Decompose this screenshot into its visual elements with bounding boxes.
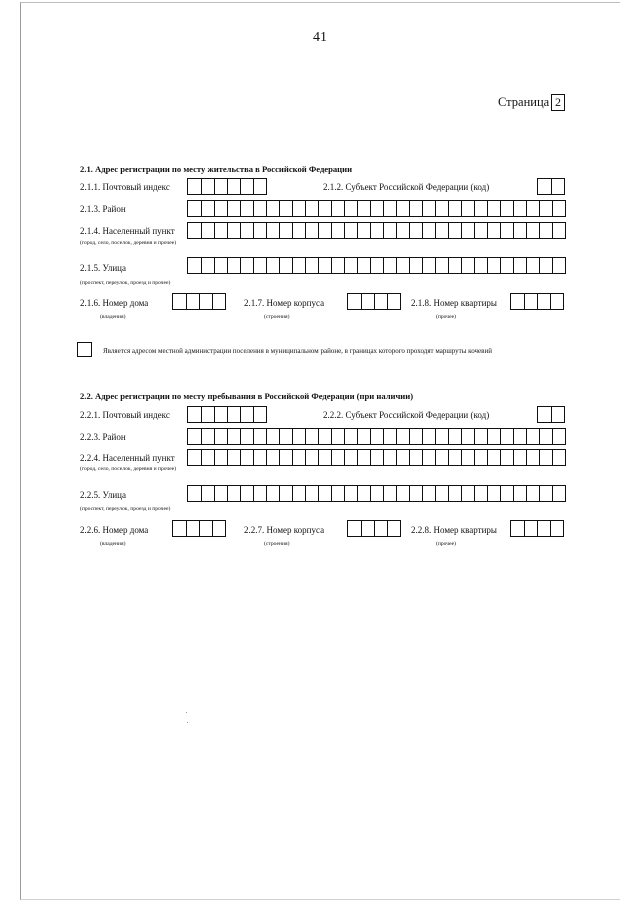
s1-subject-cells[interactable] [537, 178, 565, 195]
s1-house-label: 2.1.6. Номер дома [80, 298, 149, 308]
char-cell[interactable] [293, 449, 306, 466]
char-cell[interactable] [215, 257, 228, 274]
char-cell[interactable] [202, 449, 215, 466]
char-cell[interactable] [362, 293, 375, 310]
char-cell[interactable] [462, 485, 475, 502]
char-cell[interactable] [319, 428, 332, 445]
s2-street-label: 2.2.5. Улица [80, 490, 126, 500]
char-cell[interactable] [347, 520, 362, 537]
char-cell[interactable] [397, 200, 410, 217]
s2-district-label: 2.2.3. Район [80, 432, 126, 442]
s1-building-note: (строения) [264, 314, 290, 320]
char-cell[interactable] [187, 222, 202, 239]
char-cell[interactable] [213, 293, 226, 310]
s1-locality-cells[interactable] [187, 222, 566, 239]
char-cell[interactable] [375, 520, 388, 537]
char-cell[interactable] [280, 449, 293, 466]
char-cell[interactable] [449, 200, 462, 217]
char-cell[interactable] [241, 449, 254, 466]
char-cell[interactable] [319, 200, 332, 217]
scan-speck [186, 712, 187, 713]
char-cell[interactable] [371, 200, 384, 217]
char-cell[interactable] [228, 178, 241, 195]
char-cell[interactable] [215, 406, 228, 423]
char-cell[interactable] [254, 178, 267, 195]
char-cell[interactable] [202, 200, 215, 217]
char-cell[interactable] [436, 200, 449, 217]
s2-locality-label: 2.2.4. Населенный пункт [80, 453, 175, 463]
char-cell[interactable] [267, 485, 280, 502]
char-cell[interactable] [514, 200, 527, 217]
char-cell[interactable] [527, 428, 540, 445]
char-cell[interactable] [510, 293, 525, 310]
char-cell[interactable] [267, 449, 280, 466]
s2-subject-label: 2.2.2. Субъект Российской Федерации (код) [323, 410, 490, 420]
char-cell[interactable] [436, 222, 449, 239]
char-cell[interactable] [371, 428, 384, 445]
char-cell[interactable] [371, 449, 384, 466]
s1-building-label: 2.1.7. Номер корпуса [244, 298, 325, 308]
char-cell[interactable] [202, 485, 215, 502]
char-cell[interactable] [254, 449, 267, 466]
char-cell[interactable] [488, 485, 501, 502]
s2-apartment-label: 2.2.8. Номер квартиры [411, 525, 497, 535]
char-cell[interactable] [552, 406, 565, 423]
char-cell[interactable] [215, 449, 228, 466]
char-cell[interactable] [267, 222, 280, 239]
char-cell[interactable] [187, 293, 200, 310]
s2-district-cells[interactable] [187, 428, 566, 445]
char-cell[interactable] [358, 257, 371, 274]
char-cell[interactable] [241, 200, 254, 217]
char-cell[interactable] [241, 178, 254, 195]
s2-building-cells[interactable] [347, 520, 401, 537]
char-cell[interactable] [514, 485, 527, 502]
char-cell[interactable] [384, 257, 397, 274]
scan-speck [187, 722, 188, 723]
char-cell[interactable] [397, 428, 410, 445]
char-cell[interactable] [280, 200, 293, 217]
char-cell[interactable] [306, 222, 319, 239]
char-cell[interactable] [397, 485, 410, 502]
s2-street-cells[interactable] [187, 485, 566, 502]
char-cell[interactable] [553, 222, 566, 239]
char-cell[interactable] [436, 428, 449, 445]
char-cell[interactable] [384, 449, 397, 466]
s1-district-cells[interactable] [187, 200, 566, 217]
char-cell[interactable] [410, 485, 423, 502]
char-cell[interactable] [187, 178, 202, 195]
char-cell[interactable] [254, 428, 267, 445]
char-cell[interactable] [241, 428, 254, 445]
page-number: 41 [313, 30, 327, 45]
s1-street-note: (проспект, переулок, проезд и прочее) [80, 280, 171, 286]
char-cell[interactable] [375, 293, 388, 310]
char-cell[interactable] [345, 485, 358, 502]
char-cell[interactable] [449, 257, 462, 274]
char-cell[interactable] [514, 449, 527, 466]
char-cell[interactable] [345, 257, 358, 274]
section-2-1-title: 2.1. Адрес регистрации по месту жительства в Российской Федерации [80, 164, 353, 174]
char-cell[interactable] [410, 449, 423, 466]
char-cell[interactable] [358, 428, 371, 445]
char-cell[interactable] [501, 222, 514, 239]
s2-house-label: 2.2.6. Номер дома [80, 525, 149, 535]
char-cell[interactable] [215, 428, 228, 445]
char-cell[interactable] [306, 200, 319, 217]
char-cell[interactable] [462, 428, 475, 445]
char-cell[interactable] [449, 428, 462, 445]
char-cell[interactable] [187, 200, 202, 217]
nomad-route-checkbox-text: Является адресом местной администрации поселения в муниципальном районе, в границах которого проходят маршруты кочевий [103, 347, 492, 355]
char-cell[interactable] [280, 257, 293, 274]
char-cell[interactable] [501, 449, 514, 466]
section-2-2-title: 2.2. Адрес регистрации по месту пребывания в Российской Федерации (при наличии) [80, 391, 414, 401]
char-cell[interactable] [200, 520, 213, 537]
char-cell[interactable] [553, 449, 566, 466]
char-cell[interactable] [525, 520, 538, 537]
char-cell[interactable] [293, 200, 306, 217]
char-cell[interactable] [228, 200, 241, 217]
s2-locality-cells[interactable] [187, 449, 566, 466]
char-cell[interactable] [345, 200, 358, 217]
char-cell[interactable] [215, 200, 228, 217]
char-cell[interactable] [254, 200, 267, 217]
char-cell[interactable] [202, 428, 215, 445]
char-cell[interactable] [540, 485, 553, 502]
char-cell[interactable] [552, 178, 565, 195]
char-cell[interactable] [280, 222, 293, 239]
char-cell[interactable] [553, 485, 566, 502]
char-cell[interactable] [267, 200, 280, 217]
char-cell[interactable] [306, 257, 319, 274]
char-cell[interactable] [388, 293, 401, 310]
char-cell[interactable] [462, 222, 475, 239]
char-cell[interactable] [551, 520, 564, 537]
char-cell[interactable] [215, 178, 228, 195]
char-cell[interactable] [293, 428, 306, 445]
char-cell[interactable] [537, 406, 552, 423]
char-cell[interactable] [501, 257, 514, 274]
char-cell[interactable] [228, 257, 241, 274]
char-cell[interactable] [462, 200, 475, 217]
char-cell[interactable] [358, 200, 371, 217]
char-cell[interactable] [371, 222, 384, 239]
char-cell[interactable] [553, 200, 566, 217]
s1-street-cells[interactable] [187, 257, 566, 274]
char-cell[interactable] [527, 222, 540, 239]
s2-house-note: (владения) [100, 541, 126, 547]
char-cell[interactable] [436, 449, 449, 466]
char-cell[interactable] [397, 222, 410, 239]
s2-street-note: (проспект, переулок, проезд и прочее) [80, 506, 171, 512]
char-cell[interactable] [202, 178, 215, 195]
char-cell[interactable] [475, 449, 488, 466]
char-cell[interactable] [187, 428, 202, 445]
char-cell[interactable] [423, 222, 436, 239]
char-cell[interactable] [228, 222, 241, 239]
char-cell[interactable] [371, 485, 384, 502]
s1-building-cells[interactable] [347, 293, 401, 310]
char-cell[interactable] [540, 449, 553, 466]
char-cell[interactable] [332, 200, 345, 217]
char-cell[interactable] [423, 200, 436, 217]
s2-house-cells[interactable] [172, 520, 226, 537]
char-cell[interactable] [501, 200, 514, 217]
char-cell[interactable] [358, 449, 371, 466]
s1-subject-label: 2.1.2. Субъект Российской Федерации (код) [323, 182, 490, 192]
char-cell[interactable] [462, 257, 475, 274]
char-cell[interactable] [267, 257, 280, 274]
char-cell[interactable] [319, 257, 332, 274]
char-cell[interactable] [384, 222, 397, 239]
sheet-number-box: 2 [551, 94, 565, 111]
char-cell[interactable] [384, 485, 397, 502]
char-cell[interactable] [332, 222, 345, 239]
char-cell[interactable] [241, 406, 254, 423]
char-cell[interactable] [228, 428, 241, 445]
char-cell[interactable] [488, 200, 501, 217]
char-cell[interactable] [488, 449, 501, 466]
char-cell[interactable] [254, 222, 267, 239]
char-cell[interactable] [319, 449, 332, 466]
char-cell[interactable] [475, 200, 488, 217]
char-cell[interactable] [347, 293, 362, 310]
char-cell[interactable] [436, 257, 449, 274]
char-cell[interactable] [527, 257, 540, 274]
char-cell[interactable] [527, 449, 540, 466]
char-cell[interactable] [362, 520, 375, 537]
s1-district-label: 2.1.3. Район [80, 204, 126, 214]
s1-street-label: 2.1.5. Улица [80, 263, 126, 273]
s2-postal-cells[interactable] [187, 406, 267, 423]
char-cell[interactable] [410, 222, 423, 239]
char-cell[interactable] [345, 222, 358, 239]
s2-subject-cells[interactable] [537, 406, 565, 423]
s2-building-label: 2.2.7. Номер корпуса [244, 525, 325, 535]
char-cell[interactable] [332, 449, 345, 466]
char-cell[interactable] [213, 520, 226, 537]
char-cell[interactable] [538, 293, 551, 310]
s1-postal-label: 2.1.1. Почтовый индекс [80, 182, 170, 192]
char-cell[interactable] [540, 428, 553, 445]
char-cell[interactable] [397, 257, 410, 274]
char-cell[interactable] [537, 178, 552, 195]
char-cell[interactable] [384, 200, 397, 217]
char-cell[interactable] [371, 257, 384, 274]
char-cell[interactable] [501, 428, 514, 445]
char-cell[interactable] [306, 485, 319, 502]
char-cell[interactable] [172, 293, 187, 310]
char-cell[interactable] [345, 449, 358, 466]
char-cell[interactable] [254, 257, 267, 274]
s1-postal-cells[interactable] [187, 178, 267, 195]
char-cell[interactable] [267, 428, 280, 445]
s2-locality-note: (город, село, поселок, деревня и прочее) [80, 466, 177, 472]
s1-house-note: (владения) [100, 314, 126, 320]
char-cell[interactable] [358, 222, 371, 239]
s1-locality-label: 2.1.4. Населенный пункт [80, 226, 175, 236]
char-cell[interactable] [475, 428, 488, 445]
char-cell[interactable] [202, 257, 215, 274]
char-cell[interactable] [540, 200, 553, 217]
s1-apartment-cells[interactable] [510, 293, 564, 310]
s2-postal-label: 2.2.1. Почтовый индекс [80, 410, 170, 420]
char-cell[interactable] [488, 257, 501, 274]
char-cell[interactable] [410, 200, 423, 217]
char-cell[interactable] [540, 257, 553, 274]
char-cell[interactable] [187, 406, 202, 423]
char-cell[interactable] [332, 257, 345, 274]
char-cell[interactable] [553, 257, 566, 274]
char-cell[interactable] [423, 449, 436, 466]
char-cell[interactable] [319, 222, 332, 239]
char-cell[interactable] [475, 222, 488, 239]
char-cell[interactable] [488, 222, 501, 239]
char-cell[interactable] [172, 520, 187, 537]
char-cell[interactable] [475, 485, 488, 502]
char-cell[interactable] [488, 428, 501, 445]
char-cell[interactable] [358, 485, 371, 502]
char-cell[interactable] [525, 293, 538, 310]
nomad-route-checkbox[interactable] [77, 342, 92, 357]
char-cell[interactable] [514, 257, 527, 274]
char-cell[interactable] [254, 485, 267, 502]
char-cell[interactable] [254, 406, 267, 423]
char-cell[interactable] [410, 428, 423, 445]
char-cell[interactable] [241, 222, 254, 239]
char-cell[interactable] [553, 428, 566, 445]
char-cell[interactable] [228, 406, 241, 423]
char-cell[interactable] [293, 222, 306, 239]
char-cell[interactable] [462, 449, 475, 466]
char-cell[interactable] [514, 222, 527, 239]
s1-house-cells[interactable] [172, 293, 226, 310]
char-cell[interactable] [510, 520, 525, 537]
char-cell[interactable] [306, 428, 319, 445]
char-cell[interactable] [187, 449, 202, 466]
char-cell[interactable] [293, 485, 306, 502]
char-cell[interactable] [540, 222, 553, 239]
char-cell[interactable] [397, 449, 410, 466]
char-cell[interactable] [410, 257, 423, 274]
s2-apartment-note: (прочее) [436, 541, 456, 547]
char-cell[interactable] [202, 406, 215, 423]
s1-locality-note: (город, село, поселок, деревня и прочее) [80, 240, 177, 246]
char-cell[interactable] [241, 485, 254, 502]
char-cell[interactable] [388, 520, 401, 537]
char-cell[interactable] [187, 257, 202, 274]
char-cell[interactable] [215, 485, 228, 502]
char-cell[interactable] [449, 449, 462, 466]
char-cell[interactable] [527, 485, 540, 502]
char-cell[interactable] [332, 485, 345, 502]
char-cell[interactable] [200, 293, 213, 310]
s1-apartment-label: 2.1.8. Номер квартиры [411, 298, 497, 308]
char-cell[interactable] [423, 485, 436, 502]
char-cell[interactable] [280, 485, 293, 502]
char-cell[interactable] [551, 293, 564, 310]
char-cell[interactable] [241, 257, 254, 274]
char-cell[interactable] [538, 520, 551, 537]
char-cell[interactable] [436, 485, 449, 502]
char-cell[interactable] [423, 428, 436, 445]
sheet-label: Страница [498, 95, 550, 109]
char-cell[interactable] [345, 428, 358, 445]
char-cell[interactable] [514, 428, 527, 445]
char-cell[interactable] [280, 428, 293, 445]
char-cell[interactable] [293, 257, 306, 274]
char-cell[interactable] [215, 222, 228, 239]
char-cell[interactable] [475, 257, 488, 274]
char-cell[interactable] [306, 449, 319, 466]
char-cell[interactable] [228, 485, 241, 502]
char-cell[interactable] [187, 520, 200, 537]
char-cell[interactable] [449, 485, 462, 502]
char-cell[interactable] [202, 222, 215, 239]
char-cell[interactable] [187, 485, 202, 502]
char-cell[interactable] [501, 485, 514, 502]
char-cell[interactable] [527, 200, 540, 217]
char-cell[interactable] [423, 257, 436, 274]
char-cell[interactable] [332, 428, 345, 445]
char-cell[interactable] [319, 485, 332, 502]
char-cell[interactable] [449, 222, 462, 239]
s2-building-note: (строения) [264, 541, 290, 547]
s1-apartment-note: (прочее) [436, 314, 456, 320]
char-cell[interactable] [228, 449, 241, 466]
char-cell[interactable] [384, 428, 397, 445]
s2-apartment-cells[interactable] [510, 520, 564, 537]
